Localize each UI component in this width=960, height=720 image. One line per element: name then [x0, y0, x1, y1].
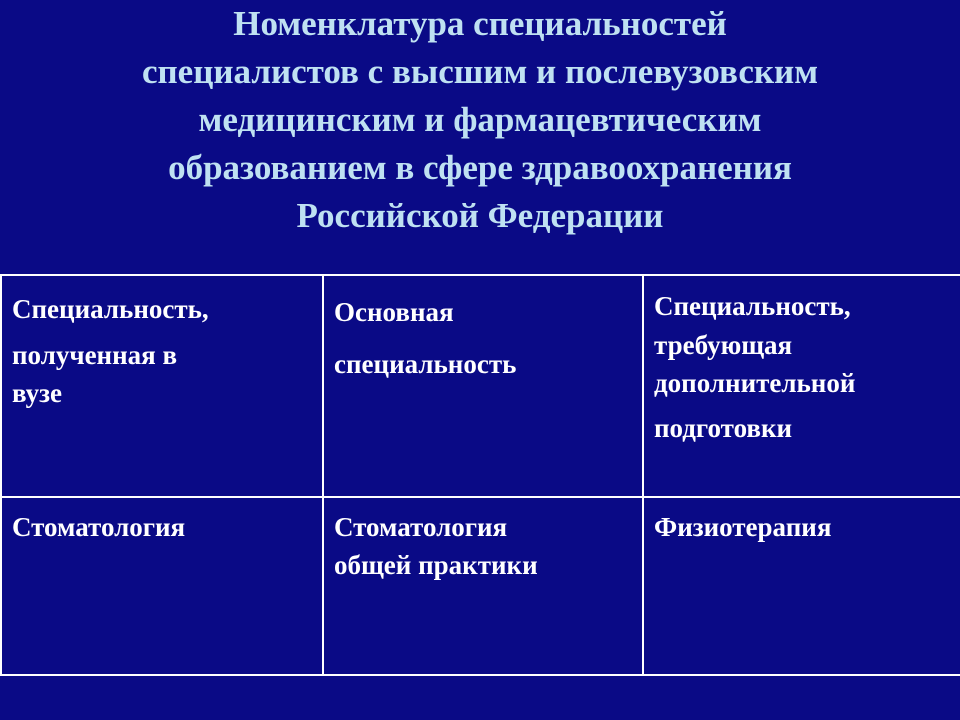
- header-cell-university-specialty: [1, 275, 323, 497]
- title-line: Российской Федерации: [296, 196, 664, 235]
- cell-line: Физиотерапия: [654, 512, 832, 542]
- header-cell-additional-training-specialty: [643, 275, 960, 497]
- header-cell-main-specialty: [323, 275, 643, 497]
- slide-title: [40, 0, 920, 240]
- cell-main-specialty: [323, 497, 643, 675]
- table-row: [1, 497, 960, 675]
- cell-line: вузе: [12, 378, 62, 408]
- cell-line: Специальность,: [12, 294, 209, 324]
- title-line: Номенклатура специальностей: [233, 4, 727, 43]
- table-header-row: [1, 275, 960, 497]
- cell-line: Специальность,: [654, 291, 851, 321]
- cell-line: подготовки: [654, 413, 793, 443]
- cell-line: Стоматология: [334, 512, 508, 542]
- title-line: специалистов с высшим и послевузовским: [141, 52, 819, 91]
- cell-line: полученная в: [12, 340, 178, 370]
- cell-additional-training-specialty: [643, 497, 960, 675]
- title-line: образованием в сфере здравоохранения: [168, 148, 792, 187]
- cell-university-specialty: [1, 497, 323, 675]
- cell-line: Стоматология: [12, 512, 186, 542]
- cell-line: требующая: [654, 330, 793, 360]
- title-line: медицинским и фармацевтическим: [198, 100, 762, 139]
- specialties-table: [0, 274, 960, 676]
- cell-line: дополнительной: [654, 368, 856, 398]
- cell-line: Основная: [334, 297, 454, 327]
- cell-line: общей практики: [334, 550, 538, 580]
- cell-line: специальность: [334, 349, 517, 379]
